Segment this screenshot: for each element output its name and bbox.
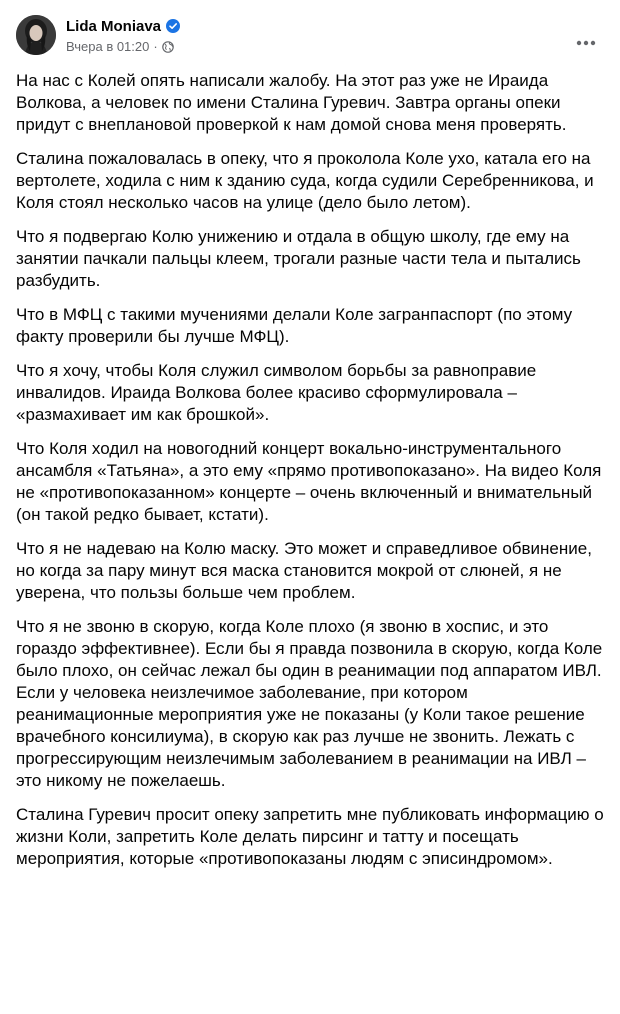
post-paragraph: Что я подвергаю Колю унижению и отдала в общую школу, где ему на занятии пачкали пальцы клеем, трогали разные части тела и пытались разбудить. [16, 227, 581, 290]
avatar-image [16, 15, 56, 55]
post-paragraph: Что в МФЦ с такими мучениями делали Коле загранпаспорт (по этому факту проверили бы лучше МФЦ). [16, 305, 573, 346]
meta-separator: · [153, 39, 158, 54]
verified-badge-icon [166, 19, 180, 33]
author-block [66, 16, 180, 54]
post-timestamp[interactable]: Вчера в 01:20 [66, 39, 150, 54]
post-paragraph: Что Коля ходил на новогодний концерт вокально-инструментального ансамбля «Татьяна», а это ему «прямо противопоказано». На видео Коля не «противопоказанном» концерте – очень включенный и внимательный (он такой редко бывает, кстати). [16, 439, 602, 524]
avatar[interactable] [16, 15, 56, 55]
more-horizontal-icon [576, 33, 596, 39]
post-paragraph: На нас с Колей опять написали жалобу. На этот раз уже не Ираида Волкова, а человек по имени Сталина Гуревич. Завтра органы опеки придут с внеплановой проверкой к нам домой снова меня проверять. [16, 71, 567, 134]
post-paragraph: Что я хочу, чтобы Коля служил символом борьбы за равноправие инвалидов. Ираида Волкова более красиво сформулировала – «размахивает им как брошкой». [16, 361, 537, 424]
post-text [16, 70, 606, 882]
more-options-button[interactable] [568, 18, 604, 54]
post-meta [66, 39, 180, 54]
author-name[interactable]: Lida Moniava [66, 17, 162, 35]
post-paragraph: Что я не надеваю на Колю маску. Это может и справедливое обвинение, но когда за пару минут вся маска становится мокрой от слюней, я не уверена, что пользы больше чем проблем. [16, 539, 592, 602]
post-paragraph: Что я не звоню в скорую, когда Коле плохо (я звоню в хоспис, и это гораздо эффективнее). Если бы я правда позвонила в скорую, когда Коле было плохо, он сейчас лежал бы один в реанимации под аппаратом ИВЛ. Если у человека неизлечимое заболевание, при котором реанимационные мероприятия уже не показаны (у Коли такое решение врачебного консилиума), в скорую как раз лучше не звонить. Лежать с прогрессирующим неизлечимым заболеванием в реанимации на ИВЛ – это никому не пожелаешь. [16, 617, 603, 790]
author-line [66, 16, 180, 36]
post-paragraph: Сталина Гуревич просит опеку запретить мне публиковать информацию о жизни Коли, запретить Коле делать пирсинг и татту и посещать мероприятия, которые «противопоказаны людям с эписиндромом». [16, 805, 604, 868]
post-paragraph: Сталина пожаловалась в опеку, что я проколола Коле ухо, катала его на вертолете, ходила с ним к зданию суда, когда судили Серебренникова, и Коля стоял несколько часов на улице (дело было летом). [16, 149, 594, 212]
post-header [16, 12, 604, 60]
globe-icon[interactable] [162, 41, 174, 53]
